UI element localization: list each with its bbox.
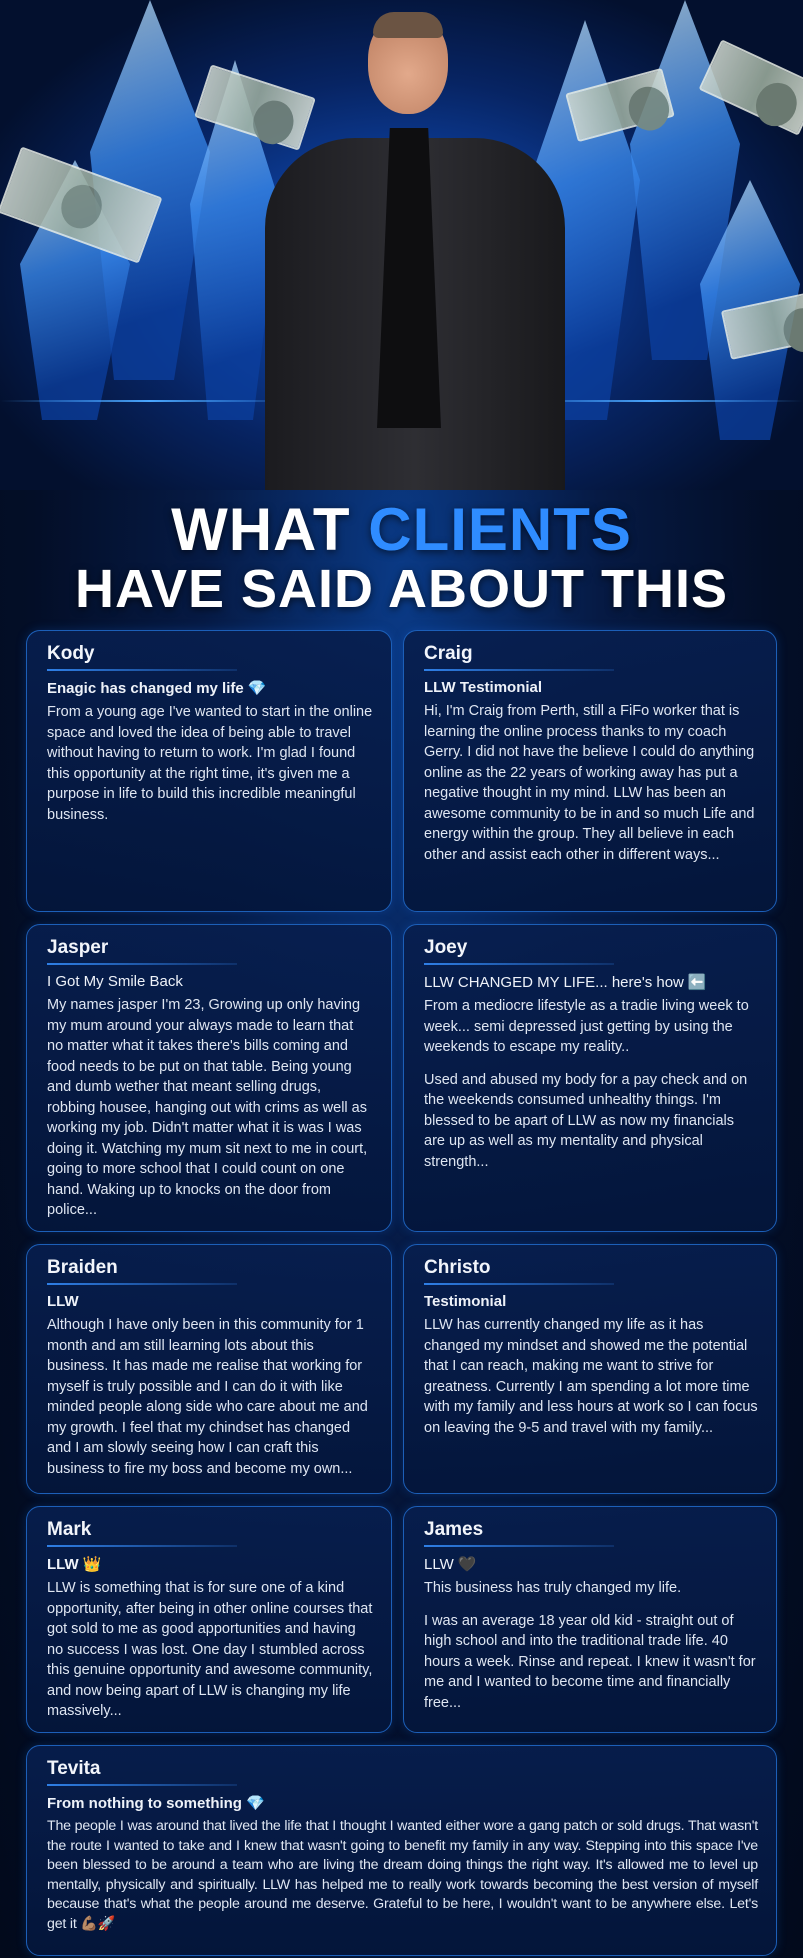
- testimonial-text: From a young age I've wanted to start in the online space and loved the idea of being able to travel without having to return to work. I'm glad I found this opportunity at the right time, it's given me a purpose in life to build this incredible meaningful business.: [47, 704, 373, 823]
- testimonial-card-jasper: [26, 924, 392, 1232]
- testimonial-text: I was an average 18 year old kid - straight out of high school and into the traditional trade life. 40 hours a week. Rinse and repeat. I knew it wasn't for me and I wanted to become time and financially free...: [424, 1612, 756, 1711]
- testimonial-text: My names jasper I'm 23, Growing up only having my mum around your always made to learn that no matter what it takes there's bills coming and food needs to be put on that table. Being young and dumb wether that meant selling drugs, robbing housee, hanging out with crims as well as working my job. Didn't matter what it is was I was doing it. Watching my mum sit next to me in court, going to more school that I could count on one hand. Waking up to knocks on the door from police...: [47, 997, 368, 1218]
- testimonial-name: Jasper: [47, 937, 109, 958]
- divider: [47, 1545, 237, 1547]
- testimonial-name: Joey: [424, 937, 468, 958]
- testimonial-subtitle: LLW: [47, 1293, 79, 1310]
- testimonial-name: Kody: [47, 643, 95, 664]
- testimonial-subtitle: From nothing to something 💎: [47, 1795, 265, 1812]
- testimonial-card-joey: [403, 924, 777, 1232]
- testimonial-text: The people I was around that lived the life that I thought I wanted either wore a gang patch or sold drugs. That wasn't the route I wanted to take and I knew that wasn't going to benefit my family in any way. Stepping into this space I've been blessed to be around a team who are living the dream doing things the right way. It's allowed me to level up mentally, physically and spiritually. LLW has helped me to really work towards becoming the best version of myself because that's what the people around me deserve. Grateful to be here, I wouldn't want to be anywhere else. Let's get it 💪🏽🚀: [47, 1818, 758, 1932]
- testimonial-card-tevita: [26, 1745, 777, 1956]
- emoji-icon: 👑: [82, 1556, 102, 1573]
- heading-line-1: WHAT CLIENTS: [171, 496, 632, 563]
- testimonial-name: Craig: [424, 643, 473, 664]
- testimonial-text: LLW is something that is for sure one of a kind opportunity, after being in other online courses that got sold to me as good apportunities and having no success I was lost. One day I stumbled across this genuine opportunity and awesome community, and now being apart of LLW is changing my life massively...: [47, 1580, 373, 1719]
- testimonial-card-mark: [26, 1506, 392, 1733]
- divider: [47, 669, 237, 671]
- testimonial-subtitle: LLW Testimonial: [424, 679, 543, 696]
- testimonial-subtitle: Enagic has changed my life 💎: [47, 680, 267, 697]
- divider: [424, 1545, 614, 1547]
- testimonial-subtitle: I Got My Smile Back: [47, 973, 183, 990]
- divider: [424, 669, 614, 671]
- testimonial-card-james: [403, 1506, 777, 1733]
- testimonial-card-kody: [26, 630, 392, 912]
- divider: [424, 963, 614, 965]
- testimonial-text: Although I have only been in this community for 1 month and am still learning lots about this business. It has made me realise that working for myself is truly possible and I can do it with like minded people along side who care about me and my growth. I feel that my chindset has changed and I am slowly seeing how I can craft this business to fire my boss and become my own...: [47, 1317, 368, 1477]
- divider: [47, 963, 237, 965]
- hero-image: [0, 0, 803, 490]
- heading-line-2: HAVE SAID ABOUT THIS: [74, 559, 729, 619]
- light-streak: [0, 400, 300, 402]
- coach-photo: [265, 8, 565, 488]
- emoji-icon: ⬅️: [687, 974, 707, 991]
- testimonial-name: James: [424, 1519, 484, 1540]
- testimonial-text: From a mediocre lifestyle as a tradie living week to week... semi depressed just getting by using the weekends to escape my reality..: [424, 998, 749, 1055]
- testimonial-subtitle: LLW 👑: [47, 1556, 102, 1573]
- testimonial-subtitle: LLW 🖤: [424, 1556, 477, 1573]
- testimonial-card-braiden: [26, 1244, 392, 1494]
- testimonial-text: LLW has currently changed my life as it has changed my mindset and showed me the potential that I can reach, making me want to strive for greatness. Currently I am spending a lot more time with my family and less hours at work so I can focus on leaving the 9-5 and travel with my family...: [424, 1317, 758, 1436]
- emoji-icon: 💎: [245, 1795, 265, 1812]
- testimonial-subtitle: Testimonial: [424, 1293, 507, 1310]
- testimonial-name: Mark: [47, 1519, 92, 1540]
- testimonial-name: Braiden: [47, 1257, 118, 1278]
- testimonial-subtitle: LLW CHANGED MY LIFE... here's how ⬅️: [424, 974, 707, 991]
- testimonial-name: Christo: [424, 1257, 491, 1278]
- divider: [47, 1283, 237, 1285]
- testimonial-text: This business has truly changed my life.: [424, 1580, 682, 1596]
- testimonial-text: Used and abused my body for a pay check and on the weekends consumed unhealthy things. I'm blessed to be apart of LLW as now my financials are up as well as my mentality and physical strength...: [424, 1071, 748, 1170]
- testimonial-card-craig: [403, 630, 777, 912]
- testimonial-name: Tevita: [47, 1758, 101, 1779]
- testimonial-card-christo: [403, 1244, 777, 1494]
- divider: [424, 1283, 614, 1285]
- testimonial-text: Hi, I'm Craig from Perth, still a FiFo worker that is learning the online process thanks to my coach Gerry. I did not have the believe I could do anything online as the 22 years of working away has put a negative thought in my mind. LLW has been an awesome community to be in and so much Life and energy within the group. They all believe in each other and assist each other in different ways...: [424, 703, 755, 863]
- emoji-icon: 💎: [247, 680, 267, 697]
- divider: [47, 1784, 237, 1786]
- emoji-icon: 🖤: [457, 1556, 477, 1573]
